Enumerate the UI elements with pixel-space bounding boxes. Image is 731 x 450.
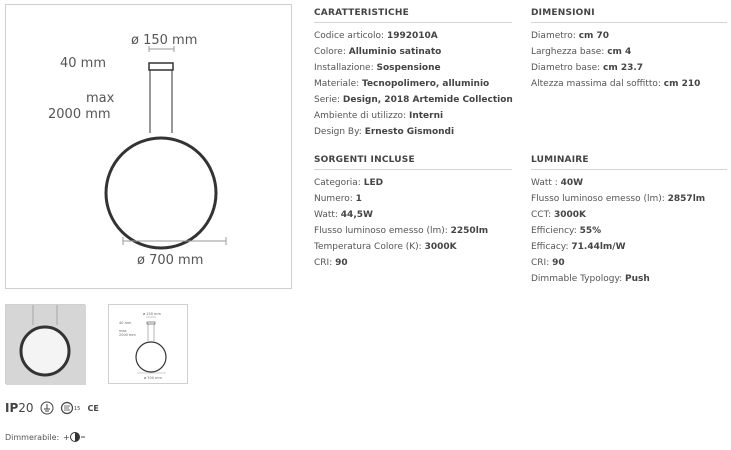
spec-label: Dimmable Typology:: [531, 274, 626, 284]
spec-value: 2857lm: [667, 194, 706, 204]
spec-row: [531, 175, 727, 191]
product-photo: [6, 305, 86, 385]
spec-row: [531, 28, 727, 44]
bottom-diameter-label: ø 700 mm: [137, 253, 204, 268]
sorgenti-section: [314, 155, 512, 271]
ring-light: [106, 138, 216, 248]
caratteristiche-title: CARATTERISTICHE: [314, 8, 512, 23]
spec-label: Diametro base:: [531, 63, 603, 73]
spec-row: [314, 60, 512, 76]
mini-cable-length: 40 mm: [119, 321, 132, 325]
spec-row: [314, 191, 512, 207]
spec-value: Sospensione: [376, 63, 441, 73]
spec-row: [531, 239, 727, 255]
spec-value: cm 210: [663, 79, 701, 89]
spec-label: Efficiency:: [531, 226, 580, 236]
spec-row: [314, 108, 512, 124]
spec-label: Codice articolo:: [314, 31, 387, 41]
spec-row: [531, 271, 727, 287]
spec-label: Efficacy:: [531, 242, 572, 252]
spec-label: Installazione:: [314, 63, 377, 73]
spec-value: LED: [363, 178, 384, 188]
luminaire-section: [531, 155, 727, 287]
spec-row: [314, 76, 512, 92]
spec-row: [531, 60, 727, 76]
spec-label: Design By:: [314, 127, 365, 137]
spec-value: 90: [335, 258, 348, 268]
spec-label: Colore:: [314, 47, 349, 57]
spec-label: Altezza massima dal soffitto:: [531, 79, 664, 89]
spec-label: CRI:: [531, 258, 553, 268]
spec-label: Watt :: [531, 178, 561, 188]
spec-row: [531, 207, 727, 223]
ip-prefix: IP: [5, 401, 19, 415]
spec-value: cm 4: [607, 47, 632, 57]
ground-icon: [40, 401, 54, 415]
spec-label: CCT:: [531, 210, 554, 220]
spec-value: 71.44lm/W: [571, 242, 626, 252]
spec-value: Ernesto Gismondi: [364, 127, 455, 137]
luminaire-title: LUMINAIRE: [531, 155, 727, 170]
canopy: [149, 63, 173, 70]
spec-label: Materiale:: [314, 79, 362, 89]
spec-label: Temperatura Colore (K):: [314, 242, 425, 252]
spec-label: Categoria:: [314, 178, 364, 188]
ce-mark: CE: [87, 403, 99, 413]
spec-row: [314, 44, 512, 60]
spec-label: Flusso luminoso emesso (lm):: [531, 194, 668, 204]
svg-text:15: 15: [73, 406, 80, 412]
svg-text:+: +: [63, 433, 70, 442]
spec-row: [531, 223, 727, 239]
spec-value: 1: [355, 194, 362, 204]
spec-value: 3000K: [424, 242, 457, 252]
dimensioni-title: DIMENSIONI: [531, 8, 727, 23]
spec-row: [314, 255, 512, 271]
spec-row: [314, 92, 512, 108]
spec-value: 3000K: [553, 210, 587, 220]
product-photo-thumbnail[interactable]: [5, 304, 85, 384]
spec-row: [314, 175, 512, 191]
spec-label: Larghezza base:: [531, 47, 608, 57]
spec-label: CRI:: [314, 258, 336, 268]
max-height-label: 2000 mm: [48, 107, 111, 122]
mini-top-diameter: ø 150 mm: [143, 312, 161, 316]
mini-max-height: 2000 mm: [119, 333, 136, 337]
spec-value: Design, 2018 Artemide Collection: [342, 95, 513, 105]
mini-lamp-diagram: [109, 305, 189, 385]
dimmerable-row: [5, 431, 87, 443]
dimmer-icon: [63, 431, 87, 443]
enec-certification-icon: [60, 401, 82, 415]
spec-row: [314, 239, 512, 255]
dimension-drawing-thumbnail[interactable]: [108, 304, 188, 384]
mini-max: max: [119, 329, 127, 333]
mini-bottom-diameter: ø 700 mm: [144, 376, 162, 380]
spec-value: 44,5W: [340, 210, 373, 220]
spec-row: [531, 76, 727, 92]
spec-value: 1992010A: [386, 31, 438, 41]
ip-number: 20: [18, 401, 34, 415]
spec-label: Ambiente di utilizzo:: [314, 111, 409, 121]
spec-value: cm 23.7: [603, 63, 644, 73]
spec-row: [314, 28, 512, 44]
spec-row: [531, 44, 727, 60]
sorgenti-title: SORGENTI INCLUSE: [314, 155, 512, 170]
max-label: max: [86, 91, 115, 106]
dimmerable-label: Dimmerabile:: [5, 432, 60, 442]
cable-length-label: 40 mm: [60, 56, 107, 71]
certification-badges: [5, 400, 99, 416]
spec-label: Diametro:: [531, 31, 579, 41]
spec-row: [531, 255, 727, 271]
spec-value: Push: [625, 274, 650, 284]
spec-value: cm 70: [578, 31, 610, 41]
spec-label: Watt:: [314, 210, 341, 220]
spec-row: [314, 124, 512, 140]
spec-value: Alluminio satinato: [348, 47, 442, 57]
spec-value: 40W: [560, 178, 584, 188]
top-diameter-label: ø 150 mm: [131, 33, 198, 48]
spec-value: Interni: [408, 111, 444, 121]
caratteristiche-section: [314, 8, 512, 140]
ip-rating: [5, 401, 34, 415]
spec-value: 55%: [579, 226, 602, 236]
spec-row: [314, 223, 512, 239]
spec-row: [314, 207, 512, 223]
spec-value: 2250lm: [450, 226, 489, 236]
spec-label: Serie:: [314, 95, 343, 105]
spec-label: Flusso luminoso emesso (lm):: [314, 226, 451, 236]
spec-row: [531, 191, 727, 207]
spec-value: Tecnopolimero, alluminio: [362, 79, 490, 89]
dimensioni-section: [531, 8, 727, 92]
spec-value: 90: [552, 258, 565, 268]
dimension-drawing: [5, 4, 292, 289]
spec-label: Numero:: [314, 194, 356, 204]
